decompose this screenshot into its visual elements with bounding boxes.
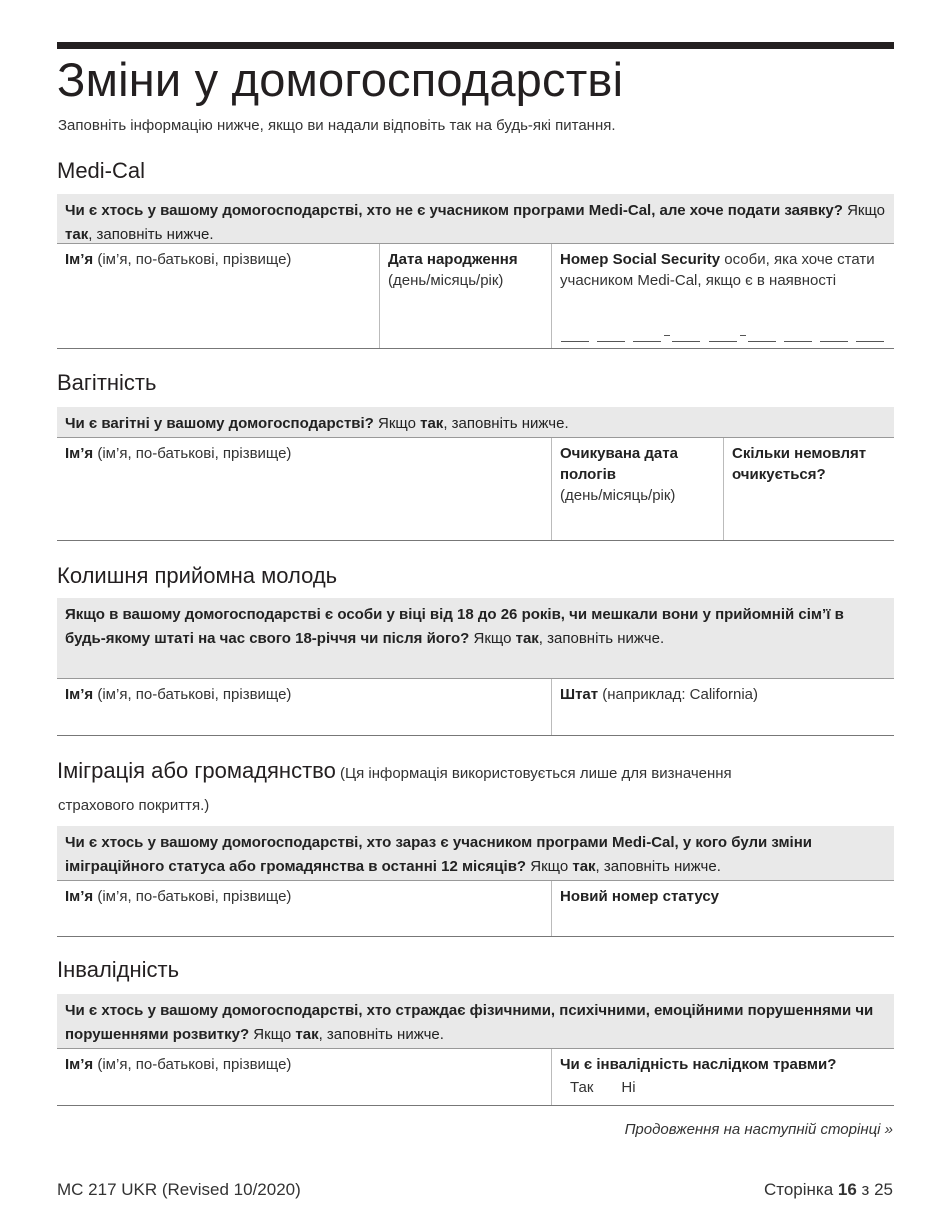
name-label: Ім’я <box>65 686 94 703</box>
intro-text: Заповніть інформацію нижче, якщо ви надали відповіть так на будь-які питання. <box>58 117 616 134</box>
ssn-label: Номер Social Security <box>560 251 721 268</box>
question-yes: так <box>572 858 596 875</box>
name-hint: (ім’я, по-батькові, прізвище) <box>93 251 292 268</box>
injury-cause-field <box>551 1049 894 1105</box>
due-date-hint: (день/місяць/рік) <box>560 487 676 504</box>
question-bold: Чи є хтось у вашому домогосподарстві, хто не є учасником програми Medi-Cal, але хоче подати заявку? <box>65 202 843 219</box>
continue-note: Продовження на наступній сторінці » <box>624 1121 893 1138</box>
birth-date-hint: (день/місяць/рік) <box>388 272 504 289</box>
question-yes: так <box>65 226 89 243</box>
question-disability <box>57 994 894 1049</box>
question-pregnancy <box>57 407 894 438</box>
question-medical <box>57 194 894 244</box>
question-yes: так <box>515 630 539 647</box>
question-bold: Якщо в вашому домогосподарстві є особи у віці від 18 до 26 років, чи мешкали вони у прийомній сім’ї в будь-якому штаті на час свого 18-річчя чи після його? <box>65 606 844 647</box>
form-id: MC 217 UKR (Revised 10/2020) <box>57 1180 301 1199</box>
injury-options <box>560 1077 886 1098</box>
section-title-medical: Medi-Cal <box>57 158 146 183</box>
page-number <box>764 1180 893 1200</box>
injury-cause-label: Чи є інвалідність наслідком травми? <box>560 1056 837 1073</box>
page-title: Зміни у домогосподарстві <box>57 53 624 106</box>
name-label: Ім’я <box>65 1056 94 1073</box>
section-title-disability: Інвалідність <box>57 957 180 982</box>
pregnancy-answer-row <box>57 438 894 541</box>
name-hint: (ім’я, по-батькові, прізвище) <box>93 686 292 703</box>
question-bold: Чи є вагітні у вашому домогосподарстві? <box>65 415 374 432</box>
babies-count-label: Скільки немовлят очикується? <box>732 445 867 483</box>
name-field[interactable] <box>57 438 551 540</box>
name-field[interactable] <box>57 679 551 735</box>
name-field[interactable] <box>57 244 379 348</box>
question-text: Якщо <box>842 202 885 219</box>
name-hint: (ім’я, по-батькові, прізвище) <box>93 445 292 462</box>
due-date-field[interactable] <box>551 438 723 540</box>
state-field[interactable] <box>551 679 894 735</box>
name-label: Ім’я <box>65 251 94 268</box>
name-label: Ім’я <box>65 445 94 462</box>
status-number-field[interactable] <box>551 881 894 936</box>
question-yes: так <box>420 415 444 432</box>
page-separator: з <box>856 1180 875 1199</box>
immigration-note-cont: страхового покриття.) <box>58 797 210 814</box>
state-label: Штат <box>560 686 599 703</box>
ssn-blanks <box>561 328 888 342</box>
question-immigration <box>57 826 894 881</box>
top-rule <box>57 42 894 49</box>
section-title-pregnancy: Вагітність <box>57 370 157 395</box>
name-hint: (ім’я, по-батькові, прізвище) <box>93 888 292 905</box>
ssn-hint: особи, яка хоче стати учасником Medi-Cal, якщо є в наявності <box>560 251 875 289</box>
question-text-end: , заповніть нижче. <box>538 630 665 647</box>
question-foster <box>57 598 894 679</box>
page-total: 25 <box>874 1180 893 1199</box>
birth-date-label: Дата народження <box>388 251 518 268</box>
question-text: Якщо <box>469 630 516 647</box>
page-current: 16 <box>837 1180 857 1199</box>
due-date-label: Очикувана дата пологів <box>560 445 678 483</box>
foster-answer-row <box>57 679 894 736</box>
name-hint: (ім’я, по-батькові, прізвище) <box>93 1056 292 1073</box>
question-text: Якщо <box>373 415 421 432</box>
medical-answer-row <box>57 244 894 349</box>
ssn-field[interactable] <box>551 244 894 348</box>
name-field[interactable] <box>57 881 551 936</box>
status-number-label: Новий номер статусу <box>560 888 720 905</box>
question-text-end: , заповніть нижче. <box>88 226 214 243</box>
question-text-end: , заповніть нижче. <box>318 1026 444 1043</box>
question-bold: Чи є хтось у вашому домогосподарстві, хто зараз є учасником програми Medi-Cal, у кого були зміни іміграційного статуса або громадянства в останні 12 місяців? <box>65 834 813 875</box>
question-text: Якщо <box>526 858 573 875</box>
question-text-end: , заповніть нижче. <box>595 858 721 875</box>
question-bold: Чи є хтось у вашому домогосподарстві, хто страждає фізичними, психічними, емоційними порушеннями чи порушеннями розвитку? <box>65 1002 874 1043</box>
question-yes: так <box>295 1026 319 1043</box>
question-text-end: , заповніть нижче. <box>443 415 569 432</box>
section-title-immigration <box>57 758 732 784</box>
babies-count-field[interactable] <box>723 438 894 540</box>
question-text: Якщо <box>249 1026 296 1043</box>
option-no[interactable]: Ні <box>621 1079 636 1096</box>
disability-answer-row <box>57 1049 894 1106</box>
option-yes[interactable]: Так <box>570 1079 594 1096</box>
name-field[interactable] <box>57 1049 551 1105</box>
birth-date-field[interactable] <box>379 244 551 348</box>
page-prefix: Сторінка <box>763 1180 838 1199</box>
state-hint: (наприклад: California) <box>598 686 759 703</box>
section-title-foster: Колишня прийомна молодь <box>57 563 338 588</box>
immigration-title: Іміграція або громадянство <box>57 758 336 783</box>
immigration-answer-row <box>57 881 894 937</box>
name-label: Ім’я <box>65 888 94 905</box>
immigration-note: (Ця інформація використовується лише для визначення <box>335 765 732 782</box>
